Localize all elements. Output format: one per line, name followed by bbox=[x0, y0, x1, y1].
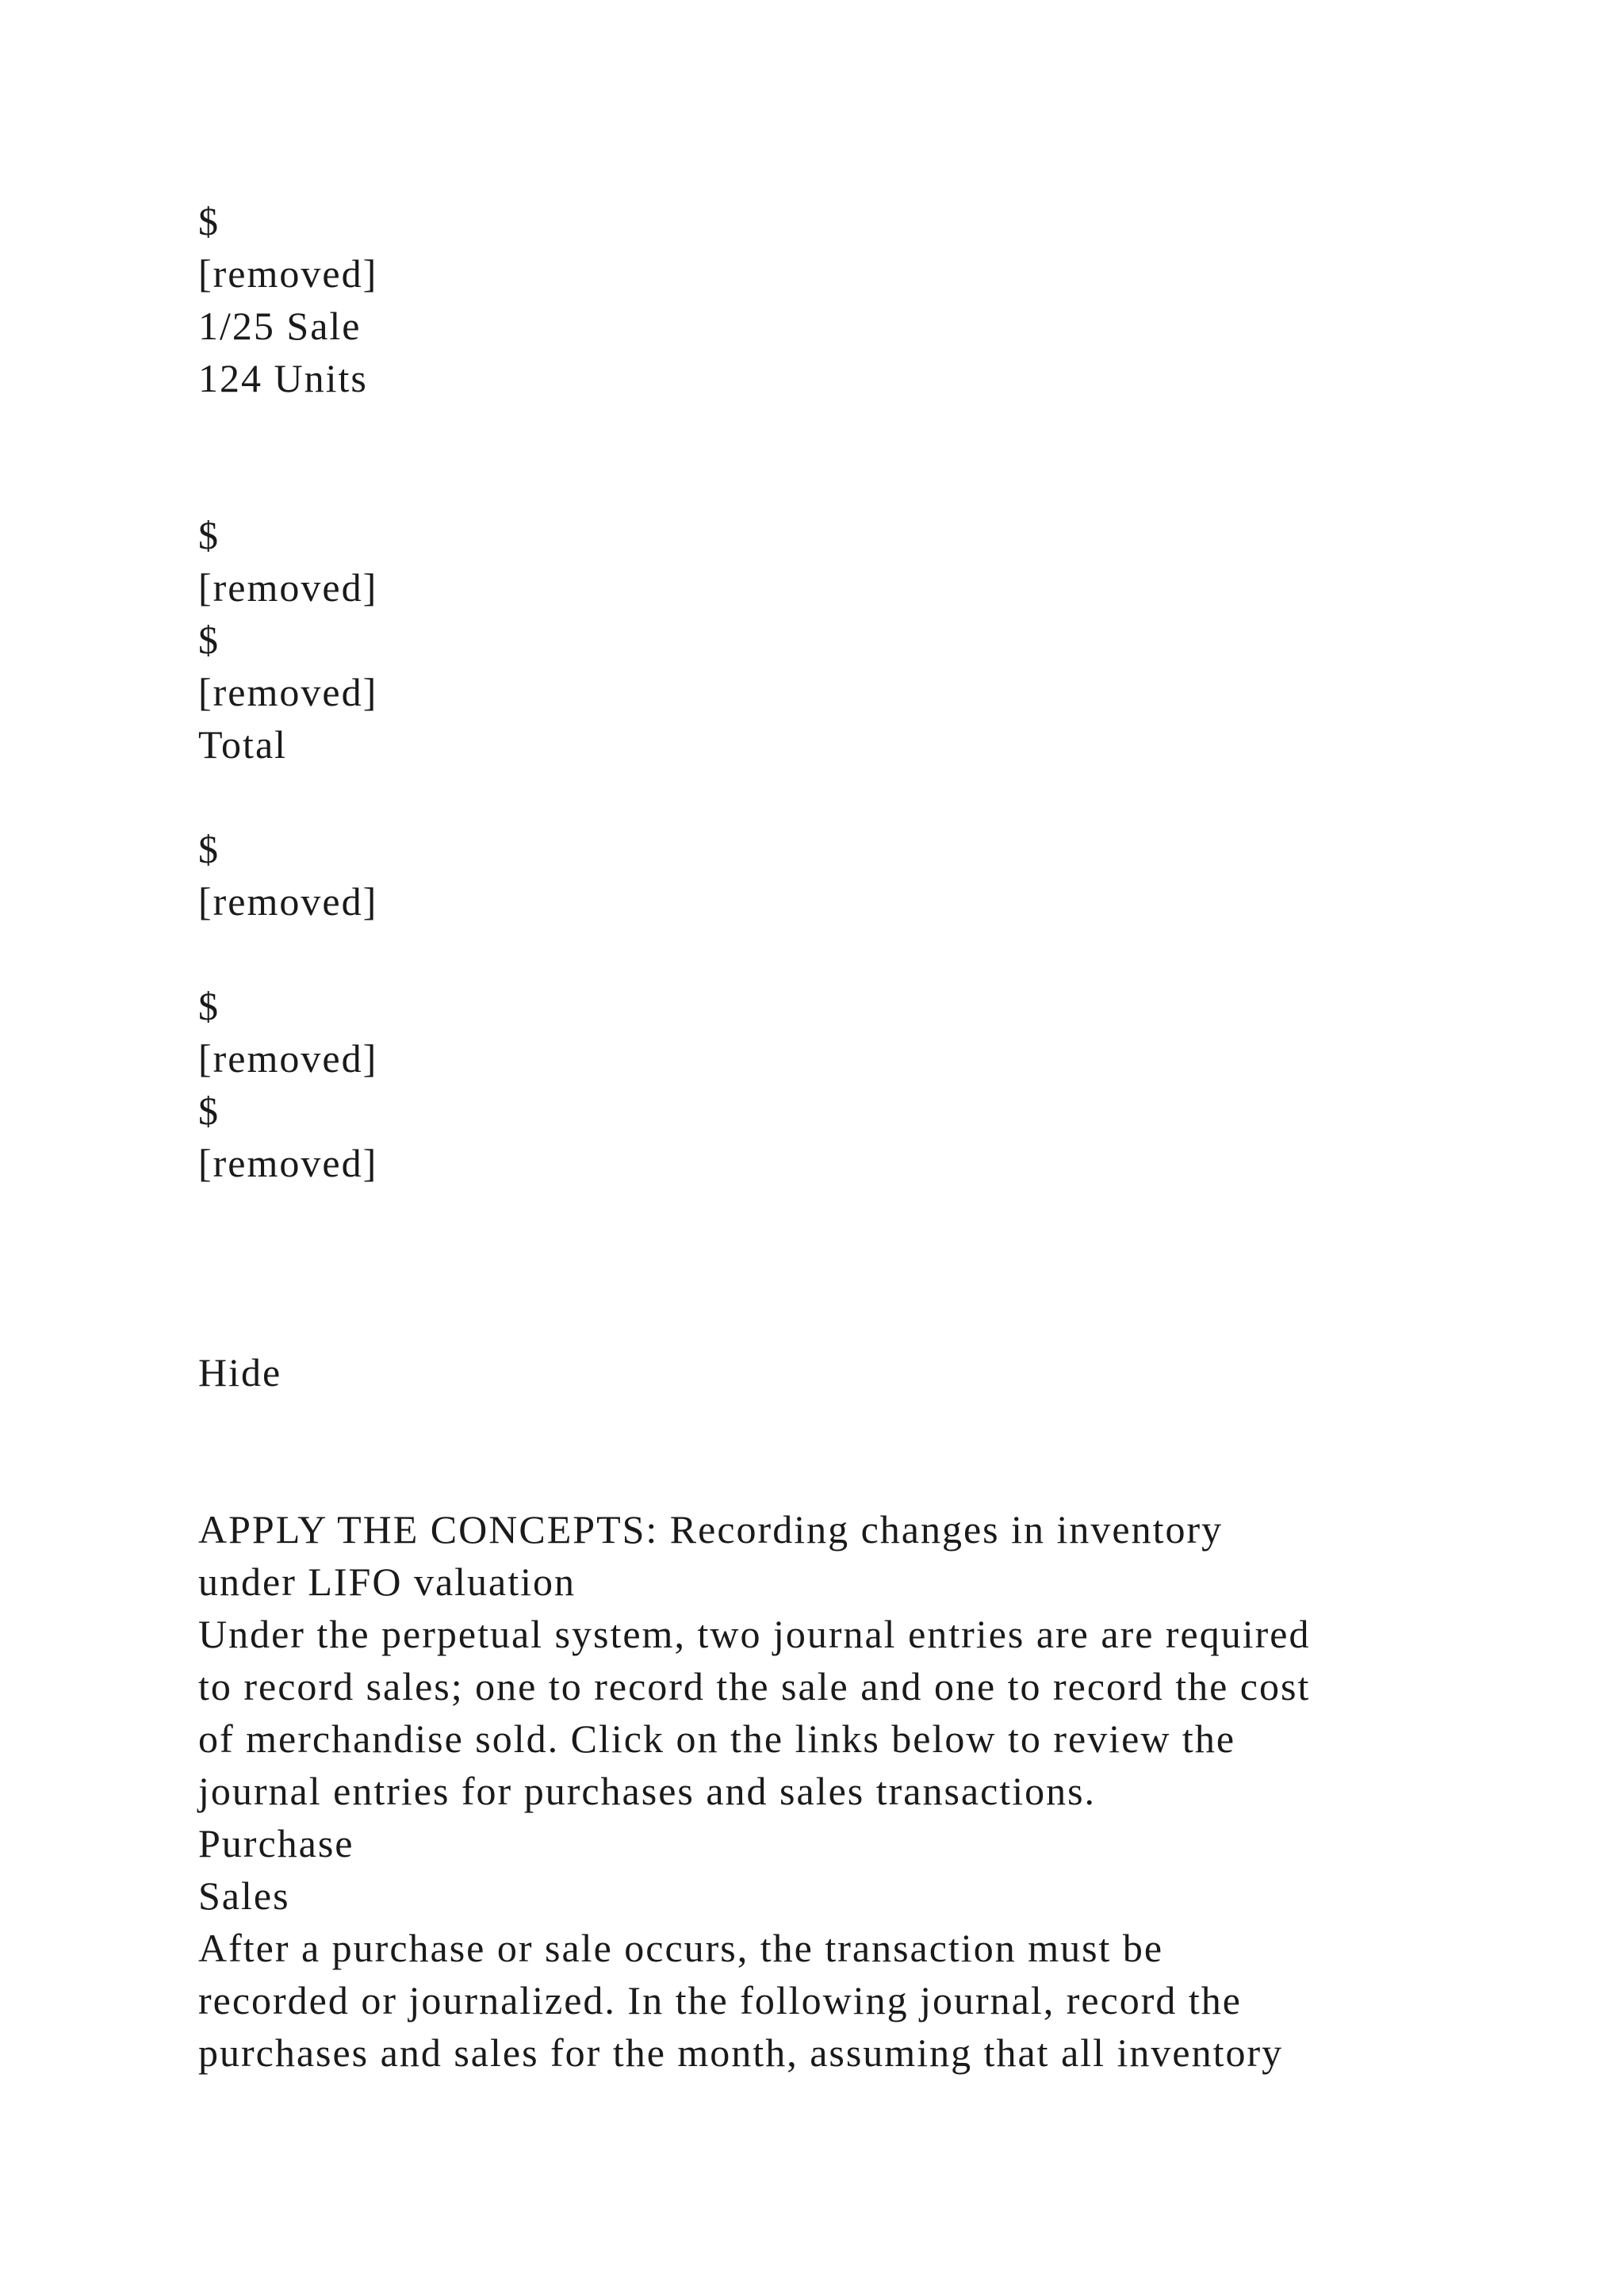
paragraph-line: of merchandise sold. Click on the links below to review the bbox=[198, 1716, 1236, 1761]
hide-toggle[interactable]: Hide bbox=[198, 1350, 282, 1395]
sale-units-label: 124 Units bbox=[198, 356, 368, 400]
total-label: Total bbox=[198, 722, 288, 767]
removed-value: [removed] bbox=[198, 251, 378, 296]
purchase-link[interactable]: Purchase bbox=[198, 1821, 354, 1866]
currency-symbol: $ bbox=[198, 1089, 220, 1133]
paragraph-line: Under the perpetual system, two journal entries are are required bbox=[198, 1612, 1311, 1656]
removed-value: [removed] bbox=[198, 670, 378, 714]
currency-symbol: $ bbox=[198, 618, 220, 662]
removed-value: [removed] bbox=[198, 565, 378, 610]
paragraph-line: After a purchase or sale occurs, the transaction must be bbox=[198, 1926, 1164, 1970]
paragraph-line: recorded or journalized. In the following journal, record the bbox=[198, 1978, 1242, 2022]
removed-value: [removed] bbox=[198, 1036, 378, 1081]
paragraph-line: journal entries for purchases and sales transactions. bbox=[198, 1769, 1097, 1813]
concepts-heading-line-1: APPLY THE CONCEPTS: Recording changes in inventory bbox=[198, 1507, 1224, 1552]
currency-symbol: $ bbox=[198, 827, 220, 871]
sale-date-label: 1/25 Sale bbox=[198, 304, 362, 348]
removed-value: [removed] bbox=[198, 879, 378, 924]
sales-link[interactable]: Sales bbox=[198, 1873, 290, 1918]
currency-symbol: $ bbox=[198, 513, 220, 557]
paragraph-line: purchases and sales for the month, assuming that all inventory bbox=[198, 2030, 1284, 2075]
currency-symbol: $ bbox=[198, 199, 220, 243]
currency-symbol: $ bbox=[198, 984, 220, 1028]
removed-value: [removed] bbox=[198, 1141, 378, 1185]
paragraph-line: to record sales; one to record the sale and one to record the cost bbox=[198, 1664, 1311, 1709]
concepts-heading-line-2: under LIFO valuation bbox=[198, 1559, 576, 1604]
